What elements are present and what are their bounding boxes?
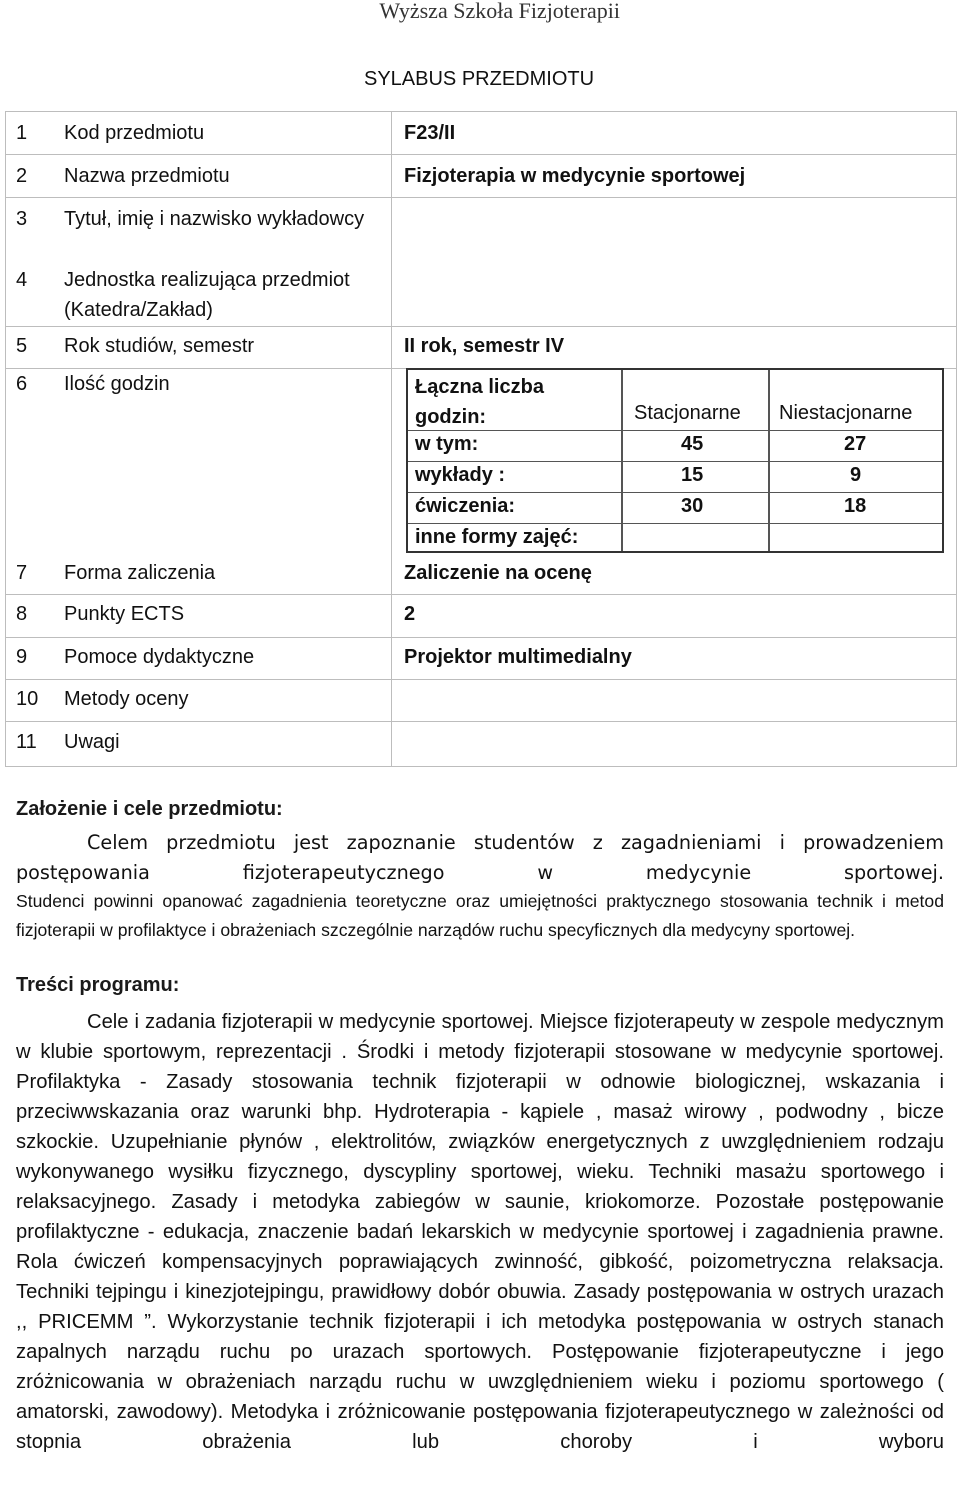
cwiczenia-stac: 30	[681, 495, 704, 517]
table-row	[6, 721, 956, 767]
row-number: 7	[16, 562, 28, 584]
stacjonarne-header: Stacjonarne	[634, 402, 741, 424]
w-tym-stac: 45	[681, 433, 704, 455]
table-row	[6, 197, 956, 260]
row-value: F23/II	[404, 122, 456, 144]
table-row	[6, 112, 956, 154]
row-number: 10	[16, 688, 39, 710]
zalozenie-heading: Założenie i cele przedmiotu:	[16, 798, 283, 820]
hours-total-label: Łączna liczba godzin:	[415, 376, 544, 428]
tresci-text: Cele i zadania fizjoterapii w medycynie sportowej. Miejsce fizjoterapeuty w zespole medycznym w klubie sportowym, reprezentacji . Środki i metody fizjoterapii stosowane w medycynie sportowej. Profilaktyka - Zasady stosowania technik fizjoterapii w odnowie biologicznej, wskazania i przeciwwskazania oraz warunki bhp. Hydroterapia - kąpiele , masaż wirowy , podwodny , bicze szkockie. Uzupełnianie płynów , elektrolitów, związków energetycznych z uwzględnieniem rodzaju wykonywanego wysiłku fizycznego, dyscypliny sportowej, wieku. Techniki masażu sportowego i relaksacyjnego. Zasady i metodyka zabiegów w saunie, kriokomorze. Pozostałe postępowanie profilaktyczne - edukacja, znaczenie badań lekarskich w medycynie sportowej i zagadnienia prawne. Rola ćwiczeń kompensacyjnych poprawiających zwinność, gibkość, poizometryczna relaksacja. Techniki tejpingu i kinezjotejpingu, prawidłowy dobór obuwia. Zasady postępowania w ostrych urazach ,, PRICEMM ”. Wykorzystanie technik fizjoterapii i ich metodyka postępowania w ostrych stanach zapalnych narządu ruchu po urazach sportowych. Postępowanie fizjoterapeutyczne i jego zróżnicowania w obrażeniach narządu ruchu w uwzględnieniem wieku i poziomu sportowego ( amatorski, zawodowy). Metodyka i zróżnicowanie postępowania fizjoterapeutycznego w zależności od stopnia obrażenia lub choroby i wyboru	[16, 1011, 944, 1454]
table-row	[6, 326, 956, 369]
table-row	[6, 594, 956, 637]
wyklady-stac: 15	[681, 464, 704, 486]
row-label: Pomoce dydaktyczne	[64, 646, 255, 668]
zalozenie-text-1: Celem przedmiotu jest zapoznanie studentów z zagadnieniami i prowadzeniem postępowania fizjoterapeutycznego w medycynie sportowej.	[16, 831, 944, 885]
row-label: Ilość godzin	[64, 373, 170, 395]
row-number: 2	[16, 165, 28, 187]
row-number: 11	[16, 731, 37, 753]
row-number: 9	[16, 646, 28, 668]
row-label: Tytuł, imię i nazwisko wykładowcy	[64, 208, 365, 230]
row-value: Zaliczenie na ocenę	[404, 562, 592, 584]
table-row	[6, 679, 956, 722]
tresci-heading: Treści programu:	[16, 974, 180, 996]
hours-table	[406, 368, 944, 553]
row-label: Uwagi	[64, 731, 120, 753]
header-title: Wyższa Szkoła Fizjoterapii	[379, 0, 620, 23]
table-row	[6, 637, 956, 680]
row-value: Projektor multimedialny	[404, 646, 632, 668]
row-divider	[408, 523, 942, 524]
row-divider	[408, 461, 942, 462]
row-label: Jednostka realizująca przedmiot (Katedra/Zakład)	[64, 269, 350, 321]
document-title: SYLABUS PRZEDMIOTU	[364, 68, 595, 90]
wyklady-label: wykłady :	[415, 464, 506, 486]
row-number: 6	[16, 373, 28, 395]
cwiczenia-niestac: 18	[844, 495, 867, 517]
table-row	[6, 261, 956, 325]
row-label: Punkty ECTS	[64, 603, 185, 625]
row-number: 5	[16, 335, 28, 357]
row-label: Kod przedmiotu	[64, 122, 205, 144]
row-number: 3	[16, 208, 28, 230]
row-label: Nazwa przedmiotu	[64, 165, 230, 187]
row-value: 2	[404, 603, 416, 625]
row-label: Forma zaliczenia	[64, 562, 216, 584]
row-label: Rok studiów, semestr	[64, 335, 255, 357]
w-tym-niestac: 27	[844, 433, 867, 455]
row-number: 4	[16, 269, 28, 291]
table-row	[6, 154, 956, 197]
row-value: Fizjoterapia w medycynie sportowej	[404, 165, 746, 187]
row-divider	[408, 492, 942, 493]
niestacjonarne-header: Niestacjonarne	[779, 402, 913, 424]
wyklady-niestac: 9	[850, 464, 862, 486]
inne-label: inne formy zajęć:	[415, 526, 579, 548]
cwiczenia-label: ćwiczenia:	[415, 495, 516, 517]
w-tym-label: w tym:	[415, 433, 479, 455]
zalozenie-text-2: Studenci powinni opanować zagadnienia teoretyczne oraz umiejętności praktycznego stosowania technik i metod fizjoterapii w profilaktyce i obrażeniach szczególnie narządów ruchu specyficznych dla medycyny sportowej.	[16, 891, 944, 940]
row-label: Metody oceny	[64, 688, 189, 710]
row-number: 1	[16, 122, 28, 144]
row-value: II rok, semestr IV	[404, 335, 565, 357]
row-number: 8	[16, 603, 28, 625]
